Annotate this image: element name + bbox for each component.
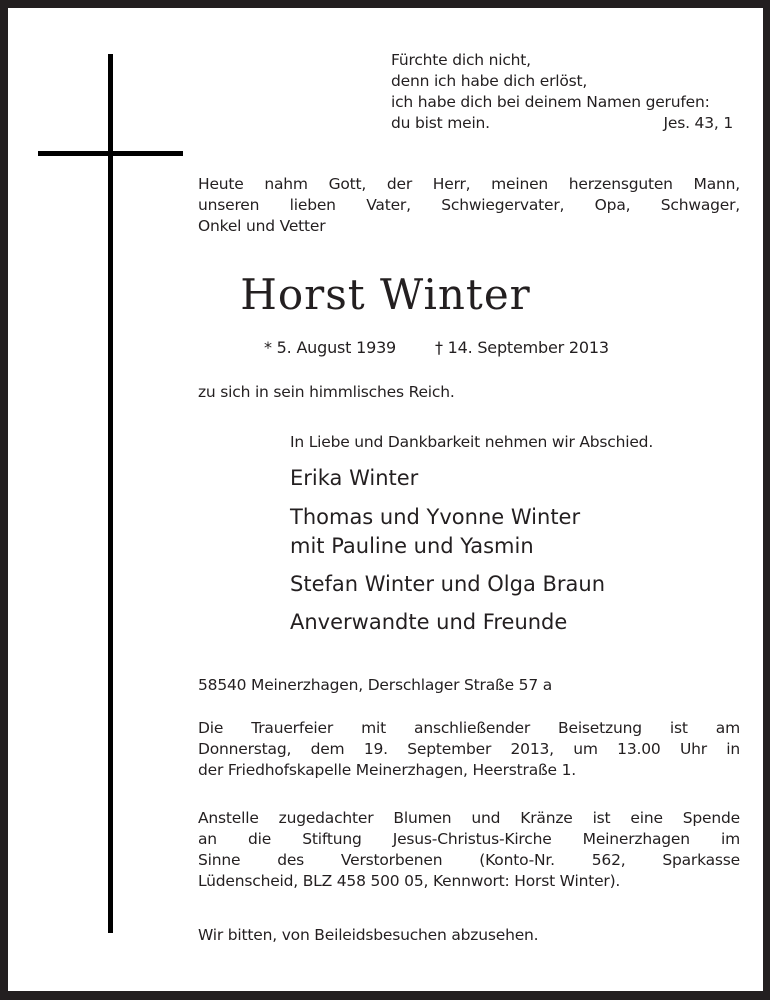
life-dates bbox=[264, 338, 609, 357]
intro-line: unseren lieben Vater, Schwiegervater, Opa, Schwager, bbox=[198, 196, 740, 214]
bible-verse bbox=[391, 50, 733, 134]
verse-line: Fürchte dich nicht, bbox=[391, 51, 531, 69]
mourner-stefan-olga: Stefan Winter und Olga Braun bbox=[290, 572, 606, 596]
donation-line: Lüdenscheid, BLZ 458 500 05, Kennwort: Horst Winter). bbox=[198, 872, 621, 890]
closing-note: Wir bitten, von Beileidsbesuchen abzusehen. bbox=[198, 926, 539, 944]
address: 58540 Meinerzhagen, Derschlager Straße 57 a bbox=[198, 676, 553, 694]
verse-last-line: du bist mein. bbox=[391, 114, 490, 132]
intro-line: Onkel und Vetter bbox=[198, 217, 326, 235]
funeral-line: der Friedhofskapelle Meinerzhagen, Heerstraße 1. bbox=[198, 761, 577, 779]
mourner-children: mit Pauline und Yasmin bbox=[290, 534, 534, 558]
farewell-text: In Liebe und Dankbarkeit nehmen wir Abschied. bbox=[290, 433, 654, 451]
funeral-paragraph bbox=[198, 718, 740, 781]
donation-line: an die Stiftung Jesus-Christus-Kirche Meinerzhagen im bbox=[198, 830, 740, 848]
verse-reference: Jes. 43, 1 bbox=[663, 114, 733, 132]
deceased-name: Horst Winter bbox=[240, 270, 531, 319]
mourner-thomas-yvonne: Thomas und Yvonne Winter bbox=[290, 505, 581, 529]
cross-vertical-bar bbox=[108, 54, 113, 933]
cross-horizontal-bar bbox=[38, 151, 183, 156]
verse-line bbox=[391, 113, 733, 134]
obituary-page bbox=[8, 8, 763, 991]
funeral-line: Donnerstag, dem 19. September 2013, um 13.00 Uhr in bbox=[198, 740, 740, 758]
outro-text: zu sich in sein himmlisches Reich. bbox=[198, 383, 455, 401]
donation-line: Anstelle zugedachter Blumen und Kränze ist eine Spende bbox=[198, 809, 740, 827]
death-date: † 14. September 2013 bbox=[434, 338, 609, 357]
mourner-relatives: Anverwandte und Freunde bbox=[290, 610, 568, 634]
intro-paragraph bbox=[198, 174, 740, 237]
donation-line: Sinne des Verstorbenen (Konto-Nr. 562, Sparkasse bbox=[198, 851, 740, 869]
mourner-erika: Erika Winter bbox=[290, 466, 419, 490]
verse-line: ich habe dich bei deinem Namen gerufen: bbox=[391, 93, 710, 111]
funeral-line: Die Trauerfeier mit anschließender Beisetzung ist am bbox=[198, 719, 740, 737]
donation-paragraph bbox=[198, 808, 740, 892]
birth-date: * 5. August 1939 bbox=[264, 338, 397, 357]
intro-line: Heute nahm Gott, der Herr, meinen herzensguten Mann, bbox=[198, 175, 740, 193]
verse-line: denn ich habe dich erlöst, bbox=[391, 72, 588, 90]
